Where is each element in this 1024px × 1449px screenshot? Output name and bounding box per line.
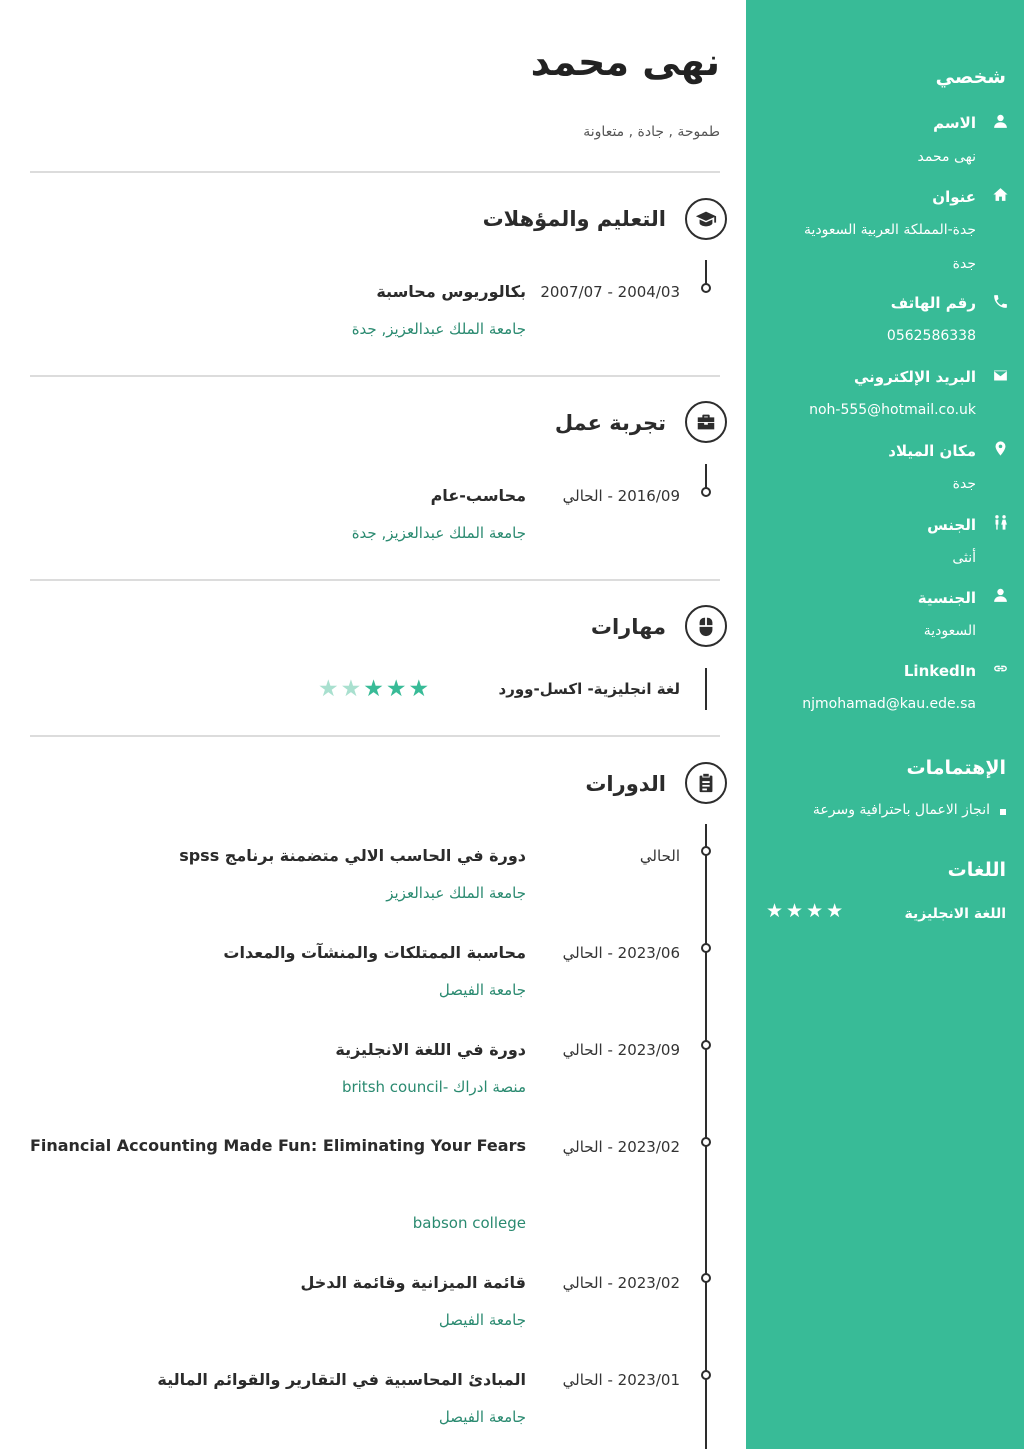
briefcase-icon <box>685 401 727 443</box>
course-title: المبادئ المحاسبية في التقارير والقوائم المالية <box>157 1370 526 1389</box>
gender-icon <box>990 512 1010 532</box>
course-institution: جامعة الملك عبدالعزيز <box>386 884 526 902</box>
address-label: عنوان <box>932 188 976 206</box>
divider <box>30 171 720 173</box>
skills-section-title: مهارات <box>590 615 666 639</box>
experience-title: محاسب-عام <box>430 486 526 505</box>
education-date: 2004/03 - 2007/07 <box>540 283 680 301</box>
course-date: 2023/09 - الحالي <box>562 1041 680 1059</box>
timeline-dot <box>701 943 711 953</box>
course-date: الحالي <box>639 847 680 865</box>
birthplace-label: مكان الميلاد <box>888 442 976 460</box>
course-title: دورة في اللغة الانجليزية <box>335 1040 526 1059</box>
mail-icon <box>990 365 1010 385</box>
course-date: 2023/02 - الحالي <box>562 1274 680 1292</box>
nationality-value: السعودية <box>923 623 976 639</box>
course-date: 2023/02 - الحالي <box>562 1138 680 1156</box>
interests-section-title: الإهتمامات <box>906 757 1006 779</box>
tagline: طموحة , جادة , متعاونة <box>583 124 720 140</box>
divider <box>30 735 720 737</box>
phone-value: 0562586338 <box>886 328 976 344</box>
user-icon <box>990 111 1010 131</box>
star-icon: ★ <box>385 676 409 702</box>
gender-value: أنثى <box>952 550 976 566</box>
course-title: قائمة الميزانية وقائمة الدخل <box>300 1273 526 1292</box>
divider <box>30 375 720 377</box>
course-title: محاسبة الممتلكات والمنشآت والمعدات <box>223 943 526 962</box>
link-icon <box>990 658 1010 678</box>
language-name: اللغة الانجليزية <box>904 906 1006 922</box>
location-icon <box>990 438 1010 458</box>
skill-name: لغة انجليزية- اكسل-وورد <box>498 680 680 698</box>
star-icon: ★ <box>786 900 807 922</box>
user-icon <box>990 585 1010 605</box>
timeline-dot <box>701 846 711 856</box>
star-icon: ★ <box>826 900 847 922</box>
education-institution: جامعة الملك عبدالعزيز, جدة <box>351 320 526 338</box>
star-icon: ★ <box>408 676 432 702</box>
sidebar <box>746 0 1024 1449</box>
education-title: بكالوريوس محاسبة <box>376 282 526 301</box>
education-section-title: التعليم والمؤهلات <box>482 207 666 231</box>
experience-date: 2016/09 - الحالي <box>562 487 680 505</box>
skill-rating <box>318 676 431 702</box>
experience-employer: جامعة الملك عبدالعزيز, جدة <box>351 524 526 542</box>
clipboard-icon <box>685 762 727 804</box>
course-title: Financial Accounting Made Fun: Eliminating Your Fears <box>29 1136 526 1155</box>
gender-label: الجنس <box>927 516 976 534</box>
course-date: 2023/01 - الحالي <box>562 1371 680 1389</box>
course-institution: جامعة الفيصل <box>438 981 526 999</box>
home-icon <box>990 184 1010 204</box>
email-value: noh-555@hotmail.co.uk <box>809 402 976 418</box>
timeline-line <box>705 668 707 710</box>
graduation-cap-icon <box>685 198 727 240</box>
course-institution: منصة ادراك -britsh council <box>341 1078 526 1096</box>
course-title: دورة في الحاسب الالي متضمنة برنامج spss <box>179 846 526 865</box>
address-value: جدة-المملكة العربية السعودية <box>803 222 976 238</box>
divider <box>30 579 720 581</box>
linkedin-label: LinkedIn <box>903 662 976 680</box>
timeline-dot <box>701 1370 711 1380</box>
email-label: البريد الإلكتروني <box>854 368 976 386</box>
timeline-dot <box>701 1137 711 1147</box>
course-institution: جامعة الفيصل <box>438 1311 526 1329</box>
timeline-dot <box>701 487 711 497</box>
page-title: نهى محمد <box>530 40 720 84</box>
star-icon: ★ <box>766 900 787 922</box>
linkedin-value[interactable]: njmohamad@kau.ede.sa <box>802 696 976 712</box>
timeline-dot <box>701 283 711 293</box>
bullet-icon <box>1000 809 1006 815</box>
nationality-label: الجنسية <box>917 589 976 607</box>
address-city-value: جدة <box>952 256 976 272</box>
language-rating <box>766 900 846 922</box>
star-icon: ★ <box>340 676 364 702</box>
languages-section-title: اللغات <box>947 859 1006 881</box>
phone-icon <box>990 291 1010 311</box>
timeline-dot <box>701 1040 711 1050</box>
interest-item: انجاز الاعمال باحترافية وسرعة <box>812 802 990 818</box>
course-institution: جامعة الفيصل <box>438 1408 526 1426</box>
star-icon: ★ <box>318 676 341 702</box>
phone-label: رقم الهاتف <box>890 294 976 312</box>
timeline-dot <box>701 1273 711 1283</box>
experience-section-title: تجربة عمل <box>554 411 666 435</box>
birthplace-value: جدة <box>952 476 976 492</box>
name-value: نهى محمد <box>917 149 976 165</box>
star-icon: ★ <box>363 676 386 702</box>
personal-section-title: شخصي <box>935 66 1006 88</box>
mouse-icon <box>685 605 727 647</box>
star-icon: ★ <box>806 900 827 922</box>
name-label: الاسم <box>933 114 976 132</box>
course-date: 2023/06 - الحالي <box>562 944 680 962</box>
course-institution: babson college <box>412 1214 526 1232</box>
courses-section-title: الدورات <box>585 772 666 796</box>
